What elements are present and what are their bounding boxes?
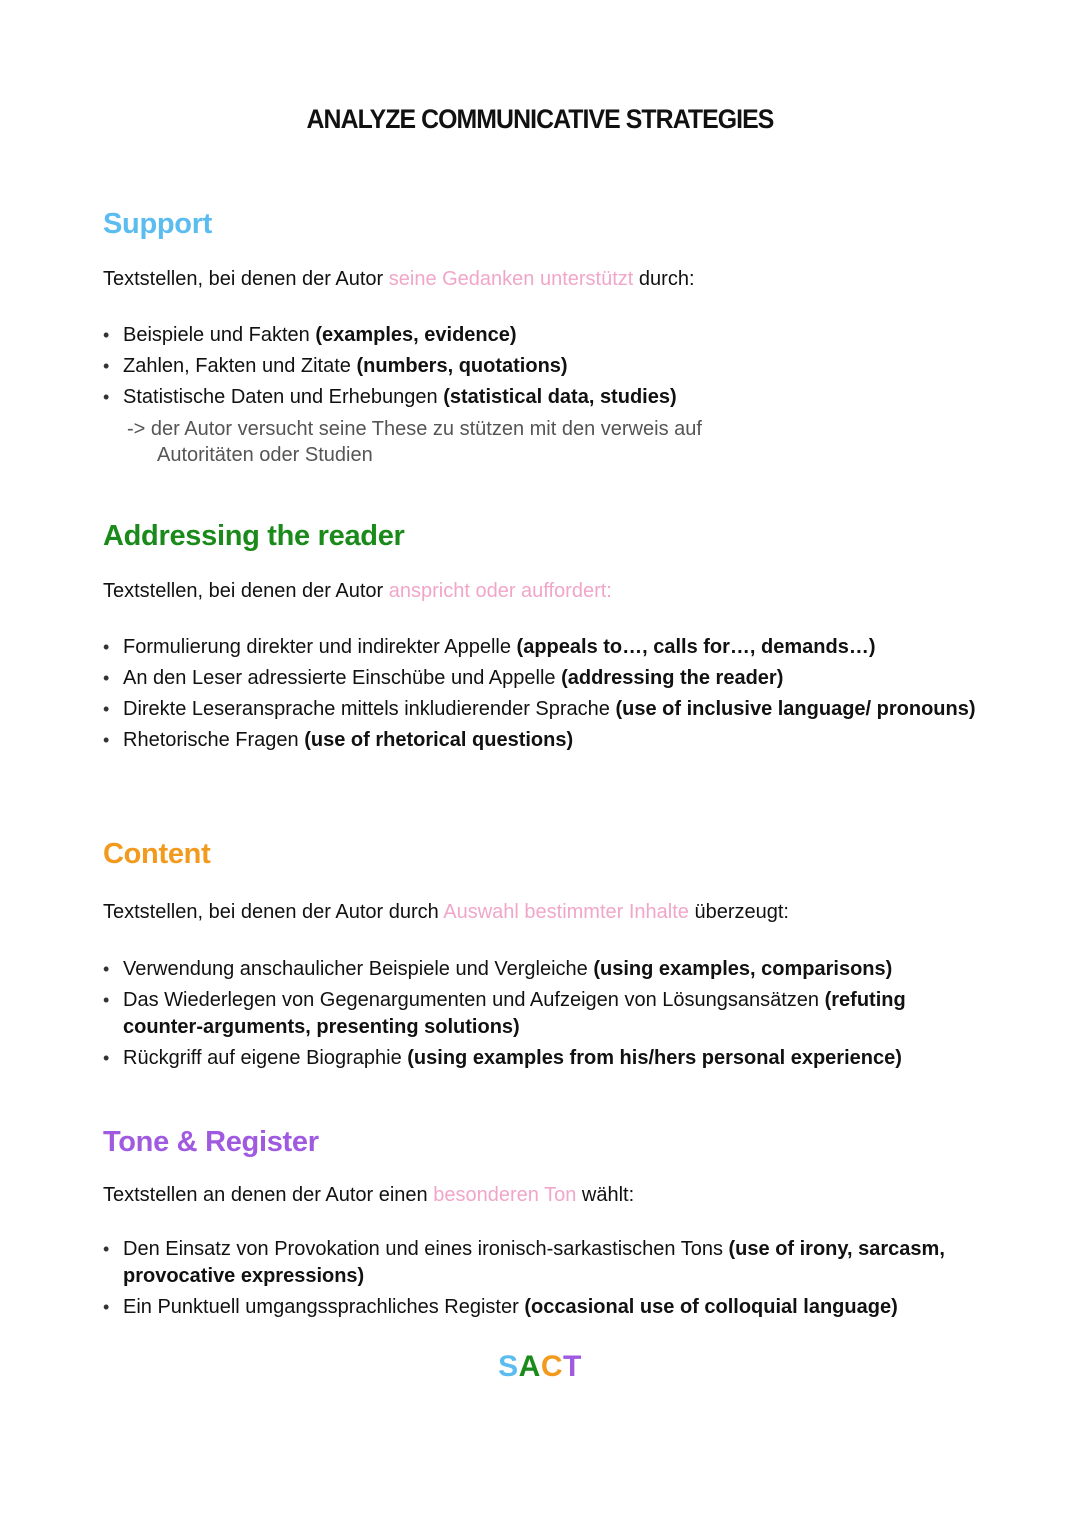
item-text: Ein Punktuell umgangssprachliches Register bbox=[123, 1296, 525, 1318]
item-bold: (using examples from his/hers personal experience) bbox=[407, 1047, 902, 1069]
item-text: Direkte Leseransprache mittels inkludierender Sprache bbox=[123, 698, 616, 720]
item-bold: (use of rhetorical questions) bbox=[304, 729, 574, 751]
section-heading-support: Support bbox=[103, 208, 213, 240]
bullet-list-addressing bbox=[103, 634, 983, 758]
list-item bbox=[103, 727, 983, 754]
intro-text: Textstellen an denen der Autor einen bbox=[103, 1184, 434, 1206]
item-text: Beispiele und Fakten bbox=[123, 324, 316, 346]
item-bold: (appeals to…, calls for…, demands…) bbox=[516, 636, 876, 658]
intro-text: Textstellen, bei denen der Autor bbox=[103, 580, 389, 602]
item-text: Rückgriff auf eigene Biographie bbox=[123, 1047, 408, 1069]
item-text: Rhetorische Fragen bbox=[123, 729, 305, 751]
section-content bbox=[103, 838, 983, 1069]
item-bold: (addressing the reader) bbox=[561, 667, 784, 689]
item-bold: (occasional use of colloquial language) bbox=[524, 1296, 898, 1318]
item-bold: (refuting counter-arguments, presenting solutions) bbox=[123, 989, 906, 1038]
intro-text: wählt: bbox=[576, 1184, 635, 1206]
logo-letter-t: T bbox=[563, 1350, 582, 1383]
intro-highlight: besonderen Ton bbox=[433, 1184, 577, 1206]
intro-text: Textstellen, bei denen der Autor bbox=[103, 268, 389, 290]
intro-highlight: seine Gedanken unterstützt bbox=[388, 268, 634, 290]
section-intro-support bbox=[103, 266, 695, 292]
list-item bbox=[103, 353, 983, 380]
list-item bbox=[103, 696, 983, 723]
intro-highlight: anspricht oder auffordert: bbox=[388, 580, 612, 602]
section-tone bbox=[103, 1126, 983, 1318]
note-line: Autoritäten oder Studien bbox=[157, 444, 373, 466]
support-note bbox=[127, 416, 702, 468]
item-bold: (use of irony, sarcasm, provocative expressions) bbox=[123, 1238, 945, 1287]
list-item bbox=[103, 987, 983, 1041]
logo-letter-s: S bbox=[498, 1350, 519, 1383]
sact-logo bbox=[0, 1350, 1080, 1384]
section-heading-content: Content bbox=[103, 838, 211, 870]
item-bold: (numbers, quotations) bbox=[356, 355, 568, 377]
section-heading-tone: Tone & Register bbox=[103, 1126, 319, 1158]
list-item bbox=[103, 1045, 983, 1072]
page-title: ANALYZE COMMUNICATIVE STRATEGIES bbox=[306, 104, 774, 134]
bullet-list-content bbox=[103, 956, 983, 1076]
section-intro-content bbox=[103, 899, 789, 925]
logo-letter-a: A bbox=[518, 1350, 541, 1383]
item-text: Das Wiederlegen von Gegenargumenten und Aufzeigen von Lösungsansätzen bbox=[123, 989, 825, 1011]
list-item bbox=[103, 665, 983, 692]
item-text: Den Einsatz von Provokation und eines ironisch-sarkastischen Tons bbox=[123, 1238, 729, 1260]
item-bold: (statistical data, studies) bbox=[443, 386, 677, 408]
item-bold: (examples, evidence) bbox=[315, 324, 517, 346]
note-line: -> der Autor versucht seine These zu stützen mit den verweis auf bbox=[127, 418, 702, 440]
logo-letter-c: C bbox=[540, 1350, 564, 1383]
section-support bbox=[103, 208, 983, 466]
item-text: Formulierung direkter und indirekter Appelle bbox=[123, 636, 517, 658]
bullet-list-tone bbox=[103, 1236, 983, 1325]
section-addressing bbox=[103, 520, 983, 751]
list-item bbox=[103, 322, 983, 349]
intro-text: durch: bbox=[633, 268, 695, 290]
item-text: Zahlen, Fakten und Zitate bbox=[123, 355, 357, 377]
intro-highlight: Auswahl bestimmter Inhalte bbox=[443, 901, 689, 923]
bullet-list-support bbox=[103, 322, 983, 415]
section-intro-tone bbox=[103, 1182, 634, 1208]
list-item bbox=[103, 1294, 983, 1321]
list-item bbox=[103, 1236, 983, 1290]
intro-text: Textstellen, bei denen der Autor durch bbox=[103, 901, 444, 923]
item-bold: (use of inclusive language/ pronouns) bbox=[615, 698, 976, 720]
item-text: An den Leser adressierte Einschübe und Appelle bbox=[123, 667, 562, 689]
list-item bbox=[103, 384, 983, 411]
section-heading-addressing: Addressing the reader bbox=[103, 520, 405, 552]
list-item bbox=[103, 634, 983, 661]
list-item bbox=[103, 956, 983, 983]
item-text: Verwendung anschaulicher Beispiele und Vergleiche bbox=[123, 958, 594, 980]
item-bold: (using examples, comparisons) bbox=[593, 958, 893, 980]
item-text: Statistische Daten und Erhebungen bbox=[123, 386, 444, 408]
intro-text: überzeugt: bbox=[688, 901, 789, 923]
section-intro-addressing bbox=[103, 578, 612, 604]
